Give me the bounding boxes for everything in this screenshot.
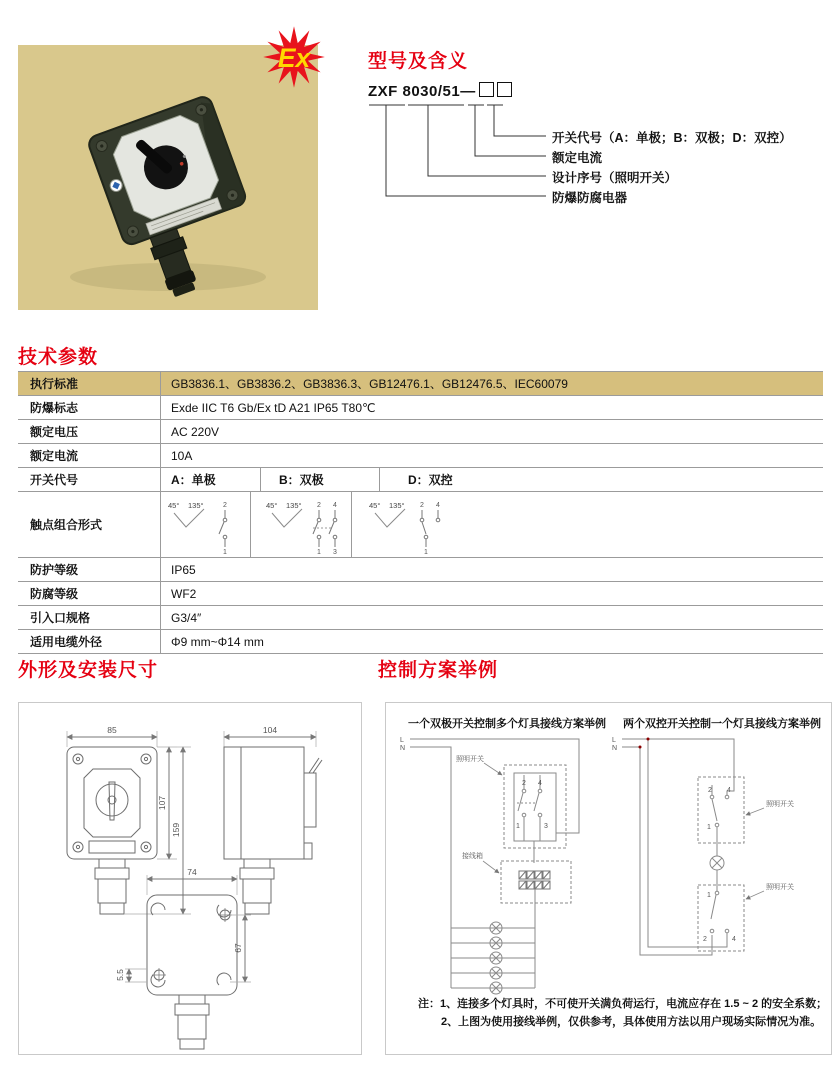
svg-text:2: 2 (420, 501, 424, 509)
svg-text:1: 1 (516, 823, 520, 830)
model-code-box-1 (479, 82, 494, 97)
svg-text:N: N (400, 745, 406, 752)
control-title: 控制方案举例 (378, 660, 499, 681)
row-label: 触点组合形式 (18, 492, 161, 557)
note-line: 2、上图为使用接线举例，仅供参考，具体使用方法以用户现场实际情况为准。 (441, 1016, 822, 1028)
tech-params-title: 技术参数 (18, 347, 99, 368)
svg-text:L: L (612, 737, 616, 744)
svg-text:1: 1 (424, 548, 428, 554)
contact-diagram-two-way (366, 496, 454, 554)
row-value: 10A (171, 448, 193, 463)
svg-text:4: 4 (436, 501, 440, 509)
svg-text:2: 2 (317, 501, 321, 509)
svg-text:135°: 135° (389, 500, 405, 510)
svg-text:N: N (612, 745, 618, 752)
svg-text:2: 2 (522, 780, 526, 787)
row-label: 适用电缆外径 (18, 630, 161, 653)
table-row-contact-forms (18, 492, 823, 558)
switch-code-d: D：双控 (408, 473, 453, 487)
model-callout-label: 防爆防腐电器 (552, 191, 628, 205)
svg-text:L: L (400, 737, 404, 744)
row-label: 额定电压 (18, 420, 161, 443)
svg-text:135°: 135° (286, 500, 302, 510)
side-view-drawing (224, 731, 322, 914)
switch-label: 照明开关 (456, 756, 484, 763)
wiring-diagram-right (612, 737, 794, 955)
wiring-diagram-left (400, 737, 579, 1010)
model-number: ZXF 8030/51 (368, 83, 461, 100)
model-callout-label: 开关代号（A：单极；B：双极；D：双控） (552, 131, 792, 145)
row-value: Φ9 mm~Φ14 mm (171, 634, 264, 649)
row-label: 执行标准 (18, 372, 161, 395)
svg-text:45°: 45° (266, 500, 278, 510)
switch-code-b: B：双极 (261, 468, 380, 491)
ex-certification-badge (250, 24, 338, 90)
bottom-view-drawing (125, 875, 251, 1049)
svg-text:104: 104 (262, 725, 278, 735)
svg-text:3: 3 (544, 823, 548, 830)
svg-text:5.5: 5.5 (115, 969, 125, 981)
svg-text:4: 4 (732, 936, 736, 943)
svg-text:45°: 45° (168, 500, 180, 510)
svg-text:74: 74 (187, 867, 197, 877)
row-label: 引入口规格 (18, 606, 161, 629)
svg-text:Ex: Ex (277, 42, 311, 73)
table-row (18, 396, 823, 420)
contact-diagram-double-pole (263, 496, 351, 554)
svg-text:45°: 45° (369, 500, 381, 510)
tech-params-table (18, 371, 823, 654)
svg-text:135°: 135° (188, 500, 204, 510)
table-row (18, 630, 823, 654)
svg-text:159: 159 (171, 822, 181, 838)
table-row (18, 606, 823, 630)
switch-label: 照明开关 (766, 801, 794, 808)
row-value: IP65 (171, 562, 196, 577)
switch-code-a: A：单极 (161, 468, 261, 491)
table-row (18, 372, 823, 396)
svg-text:107: 107 (157, 795, 167, 811)
ex-star-icon (250, 24, 338, 90)
junction-box-label: 接线箱 (462, 853, 483, 860)
svg-text:3: 3 (333, 548, 337, 554)
row-value: AC 220V (171, 424, 220, 439)
svg-text:1: 1 (317, 548, 321, 554)
svg-text:67: 67 (233, 943, 243, 953)
svg-text:1: 1 (223, 548, 227, 554)
model-separator: — (460, 83, 476, 100)
row-value: GB3836.1、GB3836.2、GB3836.3、GB12476.1、GB12476.5、IEC60079 (171, 377, 568, 391)
svg-text:2: 2 (703, 936, 707, 943)
table-row (18, 582, 823, 606)
svg-text:4: 4 (727, 787, 731, 794)
row-value: WF2 (171, 586, 197, 601)
svg-text:2: 2 (223, 501, 227, 509)
row-label: 额定电流 (18, 444, 161, 467)
dimensions-panel (18, 702, 362, 1055)
row-label: 开关代号 (18, 468, 161, 491)
dimensions-title: 外形及安装尺寸 (18, 660, 159, 681)
svg-text:1: 1 (707, 892, 711, 899)
model-callout-label: 额定电流 (552, 151, 603, 165)
model-section-title: 型号及含义 (368, 51, 469, 72)
table-row (18, 558, 823, 582)
svg-text:4: 4 (333, 501, 337, 509)
svg-text:85: 85 (107, 725, 117, 735)
example-title-right: 两个双控开关控制一个灯具接线方案举例 (623, 718, 821, 730)
example-title-left: 一个双极开关控制多个灯具接线方案举例 (408, 718, 606, 730)
model-callout-lines (368, 96, 568, 206)
svg-text:2: 2 (708, 787, 712, 794)
svg-text:4: 4 (538, 780, 542, 787)
note-line: 注：1、连接多个灯具时，不可使开关满负荷运行，电流应存在 1.5 ~ 2 的安全系数； (418, 998, 828, 1010)
control-panel (385, 702, 832, 1055)
row-label: 防爆标志 (18, 396, 161, 419)
model-callout-label: 设计序号（照明开关） (552, 171, 678, 185)
switch-label: 照明开关 (766, 884, 794, 891)
row-value: G3/4″ (171, 610, 202, 625)
row-value: Exde IIC T6 Gb/Ex tD A21 IP65 T80℃ (171, 400, 376, 415)
row-label: 防护等级 (18, 558, 161, 581)
table-row-switch-codes (18, 468, 823, 492)
dimension-drawings (19, 703, 361, 1054)
table-row (18, 444, 823, 468)
front-view-drawing (67, 731, 191, 914)
contact-diagram-single-pole (165, 496, 250, 554)
table-row (18, 420, 823, 444)
row-label: 防腐等级 (18, 582, 161, 605)
model-code-box-2 (497, 82, 512, 97)
svg-text:1: 1 (707, 824, 711, 831)
